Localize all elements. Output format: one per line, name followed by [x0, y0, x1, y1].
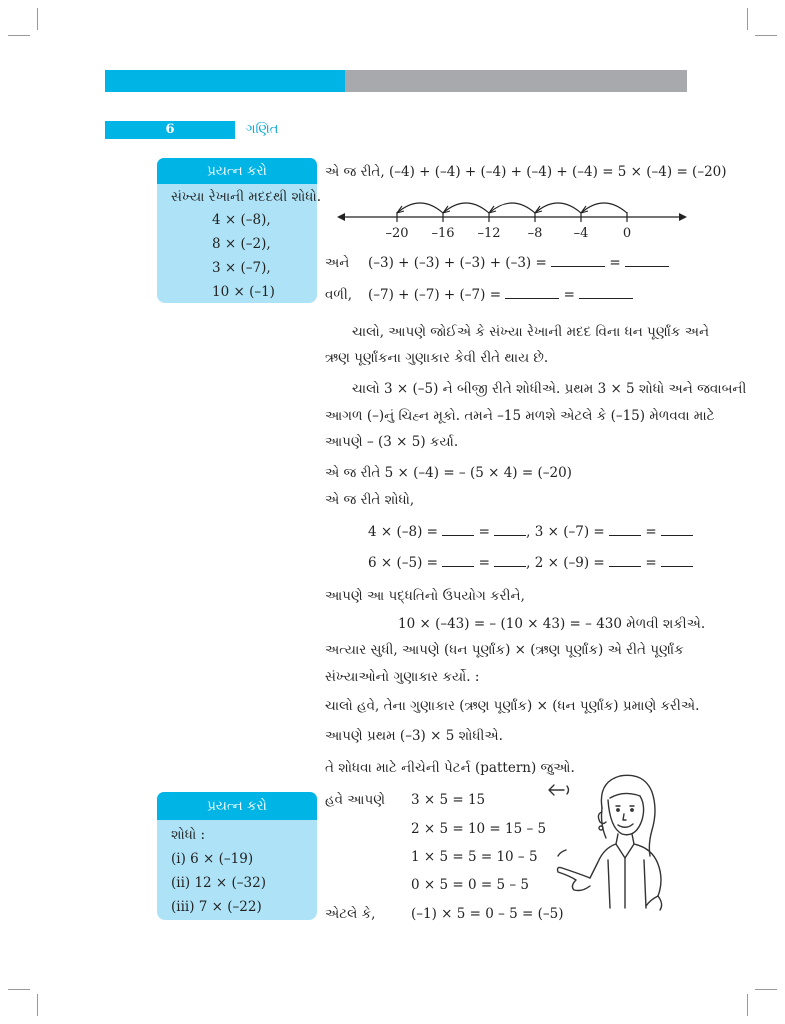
paragraph-line: અત્યાર સુધી, આપણે (ધન પૂર્ણાંક) × (ઋણ પૂર્ણાંક) એ રીતે પૂર્ણાંક — [325, 642, 684, 658]
right-arrow-head — [679, 213, 687, 221]
answer-blank — [551, 265, 605, 267]
so-equation: (–1) × 5 = 0 – 5 = (–5) — [411, 906, 564, 922]
and-label: અને — [325, 255, 350, 271]
page-number: 6 — [105, 121, 235, 139]
number-line-tick-label: –4 — [573, 226, 589, 241]
paragraph-line: આપણે – (3 × 5) કર્યા. — [325, 434, 459, 450]
try-these-instruction: સંખ્યા રેખાની મદદથી શોધો. — [171, 189, 322, 205]
comma: , — [526, 524, 531, 540]
paragraph-line: ચાલો, આપણે જોઈએ કે સંખ્યા રેખાની મદદ વિના ધન પૂર્ણાંક અને — [352, 324, 710, 340]
also-equation — [368, 285, 633, 305]
exercise-expression: 4 × (–8) = — [368, 524, 438, 540]
answer-blank — [442, 565, 474, 567]
number-line-hop-arrowhead — [535, 206, 542, 213]
try-these-item: 4 × (–8), — [212, 212, 271, 228]
and-equation — [368, 253, 669, 273]
number-line-tick-label: –12 — [477, 226, 501, 241]
now-label: હવે આપણે — [325, 792, 386, 808]
answer-blank — [494, 565, 526, 567]
try-these-box-2 — [157, 792, 317, 920]
exercise-line-2 — [368, 553, 693, 573]
answer-blank — [661, 534, 693, 536]
try-these-item: 3 × (–7), — [212, 260, 271, 276]
also-label: વળી, — [325, 287, 353, 303]
paragraph-line: ઋણ પૂર્ણાંકના ગુણાકાર કેવી રીતે થાય છે. — [325, 350, 549, 366]
try-these-item: 8 × (–2), — [212, 236, 271, 252]
paragraph-line: ચાલો હવે, તેના ગુણાકાર (ઋણ પૂર્ણાંક) × (ધન પૂર્ણાંક) પ્રમાણે કરીએ. — [325, 698, 700, 714]
crop-mark — [8, 35, 30, 36]
equation-line: એ જ રીતે, (–4) + (–4) + (–4) + (–4) + (–4) = 5 × (–4) = (–20) — [325, 164, 727, 180]
girl-illustration — [540, 768, 690, 916]
paragraph-line: આગળ (–)નું ચિહ્ન મૂકો. તમને –15 મળશે એટલે કે (–15) મેળવવા માટે — [325, 408, 715, 424]
equals-sign: = — [609, 255, 621, 271]
paragraph-line: ચાલો 3 × (–5) ને બીજી રીતે શોધીએ. પ્રથમ 3 × 5 શોધો અને જવાબની — [352, 381, 747, 397]
crop-mark — [755, 989, 777, 990]
try-these-item: (ii) 12 × (–32) — [171, 875, 266, 891]
try-these-instruction: શોધો : — [171, 827, 206, 843]
try-these-item: 10 × (–1) — [212, 284, 275, 300]
number-line-hop-arrowhead — [489, 206, 496, 213]
answer-blank — [579, 297, 633, 299]
number-line-hop-arrowhead — [397, 206, 404, 213]
paragraph-line: એ જ રીતે 5 × (–4) = – (5 × 4) = (–20) — [325, 465, 572, 481]
exercise-expression: 2 × (–9) = — [534, 555, 605, 571]
paragraph-line: 10 × (–43) = – (10 × 43) = – 430 મેળવી શકીએ. — [398, 616, 706, 632]
header-bar-cyan — [105, 70, 345, 92]
number-line-svg — [335, 193, 690, 241]
paragraph-line: તે શોધવા માટે નીચેની પેટર્ન (pattern) જુઓ. — [325, 760, 575, 776]
crop-mark — [755, 35, 777, 36]
number-line-hop-arrowhead — [443, 206, 450, 213]
paragraph-line: સંખ્યાઓનો ગુણાકાર કર્યો. : — [325, 669, 480, 685]
number-line-hop-arrowhead — [581, 206, 588, 213]
crop-mark — [8, 989, 30, 990]
answer-blank — [609, 534, 641, 536]
also-expression: (–7) + (–7) + (–7) = — [368, 287, 502, 303]
exercise-expression: 6 × (–5) = — [368, 555, 438, 571]
number-line-tick-label: –8 — [527, 226, 543, 241]
pattern-line: 3 × 5 = 15 — [411, 792, 486, 808]
try-these-box-1 — [157, 158, 322, 303]
paragraph-line: આપણે પ્રથમ (–3) × 5 શોધીએ. — [325, 728, 503, 744]
header-bar-gray — [345, 70, 687, 92]
number-line-tick-label: –20 — [385, 226, 409, 241]
paragraph-line: એ જ રીતે શોધો, — [325, 492, 415, 508]
so-label: એટલે કે, — [325, 906, 376, 922]
crop-mark — [747, 994, 748, 1016]
answer-blank — [609, 565, 641, 567]
equals-sign: = — [478, 555, 490, 571]
number-line-tick-label: 0 — [622, 226, 632, 241]
try-these-item: (iii) 7 × (–22) — [171, 899, 262, 915]
equals-sign: = — [645, 524, 657, 540]
number-line-figure — [335, 193, 690, 241]
equals-sign: = — [645, 555, 657, 571]
crop-mark — [37, 994, 38, 1016]
try-these-title: પ્રયત્ન કરો — [157, 158, 317, 184]
equals-sign: = — [563, 287, 575, 303]
and-expression: (–3) + (–3) + (–3) + (–3) = — [368, 255, 547, 271]
crop-mark — [37, 8, 38, 30]
equals-sign: = — [478, 524, 490, 540]
answer-blank — [442, 534, 474, 536]
crop-mark — [747, 8, 748, 30]
left-arrow-head — [337, 213, 345, 221]
number-line-tick-label: –16 — [431, 226, 455, 241]
girl-drawing — [540, 768, 690, 916]
try-these-title: પ્રયત્ન કરો — [157, 792, 317, 820]
pattern-line: 2 × 5 = 10 = 15 – 5 — [411, 821, 547, 837]
paragraph-line: આપણે આ પદ્ધતિનો ઉપયોગ કરીને, — [325, 588, 525, 604]
comma: , — [526, 555, 531, 571]
pattern-line: 1 × 5 = 5 = 10 – 5 — [411, 849, 538, 865]
answer-blank — [505, 297, 559, 299]
try-these-item: (i) 6 × (–19) — [171, 851, 254, 867]
pattern-line: 0 × 5 = 0 = 5 – 5 — [411, 877, 529, 893]
subject-title: ગણિત — [246, 122, 279, 137]
exercise-expression: 3 × (–7) = — [534, 524, 605, 540]
answer-blank — [625, 265, 669, 267]
answer-blank — [661, 565, 693, 567]
answer-blank — [494, 534, 526, 536]
exercise-line-1 — [368, 522, 693, 542]
